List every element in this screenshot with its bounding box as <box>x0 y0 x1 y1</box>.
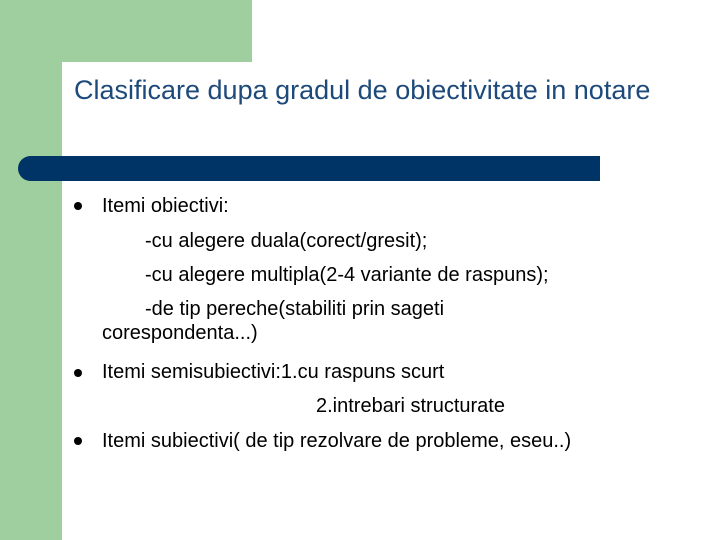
slide-title: Clasificare dupa gradul de obiectivitate in notare <box>74 75 651 105</box>
sub-item: -cu alegere multipla(2-4 variante de raspuns); <box>145 264 549 286</box>
bullet-icon <box>74 202 82 210</box>
sub-item: -cu alegere duala(corect/gresit); <box>145 230 428 252</box>
sub-item: -de tip pereche(stabiliti prin sageti <box>145 298 445 320</box>
sub-item: 2.intrebari structurate <box>316 395 505 417</box>
list-item-subjective: Itemi subiectivi( de tip rezolvare de probleme, eseu..) <box>102 430 572 452</box>
list-item-semisubjective: Itemi semisubiectivi:1.cu raspuns scurt <box>102 361 445 383</box>
sub-item: corespondenta...) <box>102 322 258 344</box>
bullet-icon <box>74 437 82 445</box>
list-item-objective: Itemi obiectivi: <box>102 195 229 217</box>
bullet-icon <box>74 369 82 377</box>
